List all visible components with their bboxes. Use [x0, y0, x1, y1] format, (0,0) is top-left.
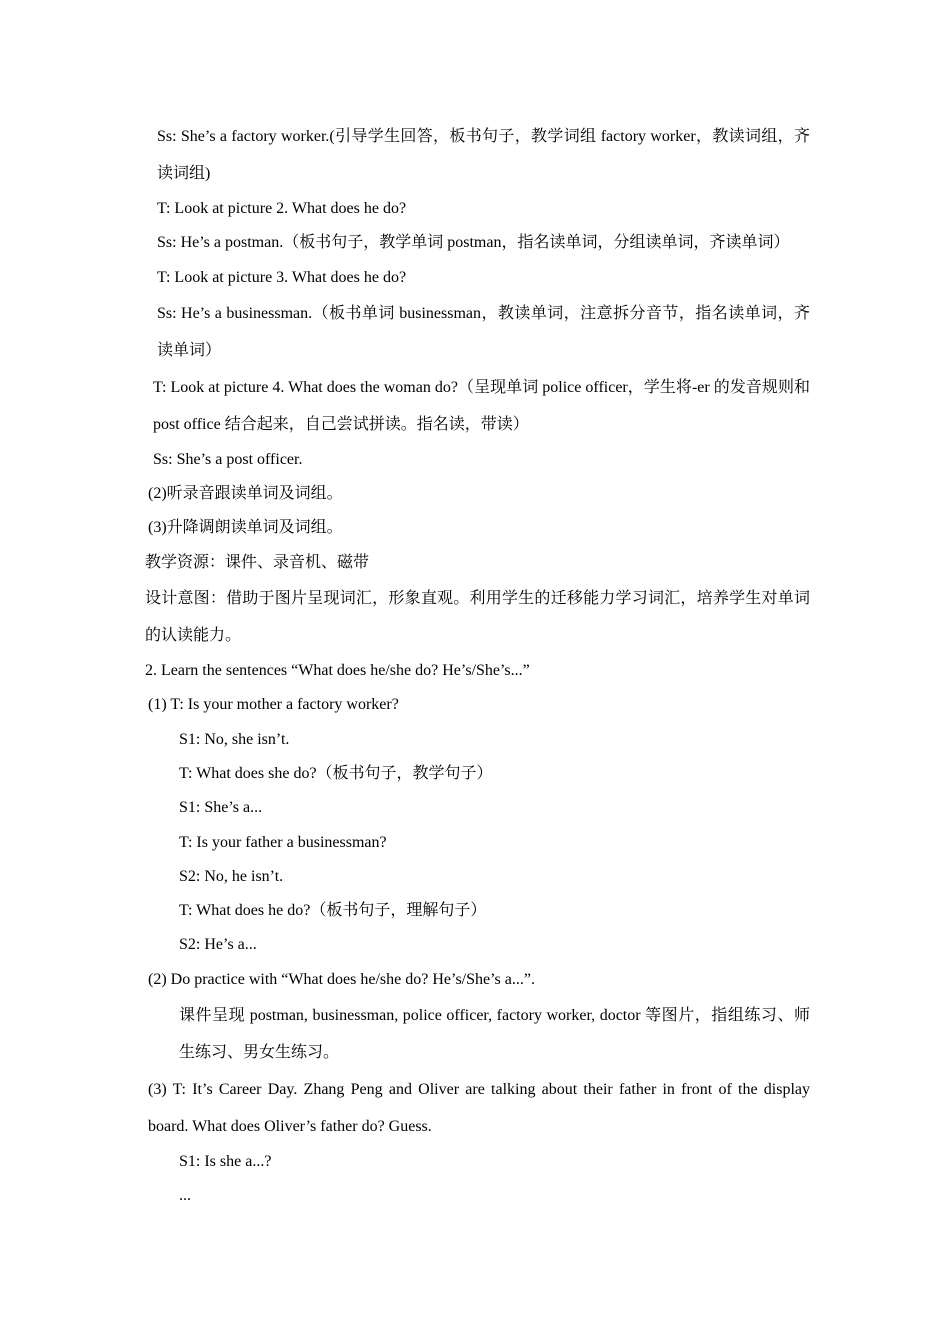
dialogue-line: S2: No, he isn’t. [179, 867, 284, 885]
design-intent-line: 设计意图：借助于图片呈现词汇，形象直观。利用学生的迁移能力学习词汇，培养学生对单词的认读能力。 [145, 590, 810, 645]
step-line: (3) T: It’s Career Day. Zhang Peng and Oliver are talking about their father in front of the display board. What does Oliver’s father do? Guess. [148, 1081, 810, 1136]
resources-line: 教学资源：课件、录音机、磁带 [145, 553, 370, 571]
dialogue-line: T: Look at picture 3. What does he do? [157, 268, 407, 286]
ellipsis-line: ... [179, 1187, 191, 1205]
dialogue-line: S1: She’s a... [179, 799, 263, 817]
dialogue-line: T: What does she do?（板书句子，教学句子） [179, 764, 493, 782]
dialogue-line: T: Look at picture 2. What does he do? [157, 200, 407, 217]
step-line: (3)升降调朗读单词及词组。 [148, 519, 343, 537]
dialogue-line: T: What does he do?（板书句子，理解句子） [179, 902, 487, 920]
lesson-plan-body [145, 118, 810, 1214]
dialogue-line: S1: No, she isn’t. [179, 730, 290, 748]
dialogue-line: Ss: She’s a factory worker.(引导学生回答，板书句子，教学词组 factory worker，教读词组，齐读词组) [157, 128, 810, 182]
step-line: (1) T: Is your mother a factory worker? [148, 696, 399, 714]
step-line: (2) Do practice with “What does he/she do? He’s/She’s a...”. [148, 970, 535, 988]
step-line: (2)听录音跟读单词及词组。 [148, 485, 343, 503]
dialogue-line: T: Is your father a businessman? [179, 833, 387, 851]
dialogue-line: S2: He’s a... [179, 936, 257, 954]
dialogue-line: T: Look at picture 4. What does the woman do?（呈现单词 police officer，学生将-er 的发音规则和 post office 结合起来，自己尝试拼读。指名读，带读） [153, 378, 810, 433]
dialogue-line: Ss: He’s a postman.（板书句子，教学单词 postman，指名读单词，分组读单词，齐读单词） [157, 234, 790, 252]
dialogue-line: S1: Is she a...? [179, 1153, 272, 1171]
dialogue-line: Ss: She’s a post officer. [153, 450, 303, 468]
practice-line: 课件呈现 postman, businessman, police officer, factory worker, doctor 等图片，指组练习、师生练习、男女生练习。 [179, 1007, 810, 1062]
dialogue-line: Ss: He’s a businessman.（板书单词 businessman，教读单词，注意拆分音节，指名读单词，齐读单词） [157, 304, 810, 359]
section-heading: 2. Learn the sentences “What does he/she do? He’s/She’s...” [145, 662, 530, 680]
